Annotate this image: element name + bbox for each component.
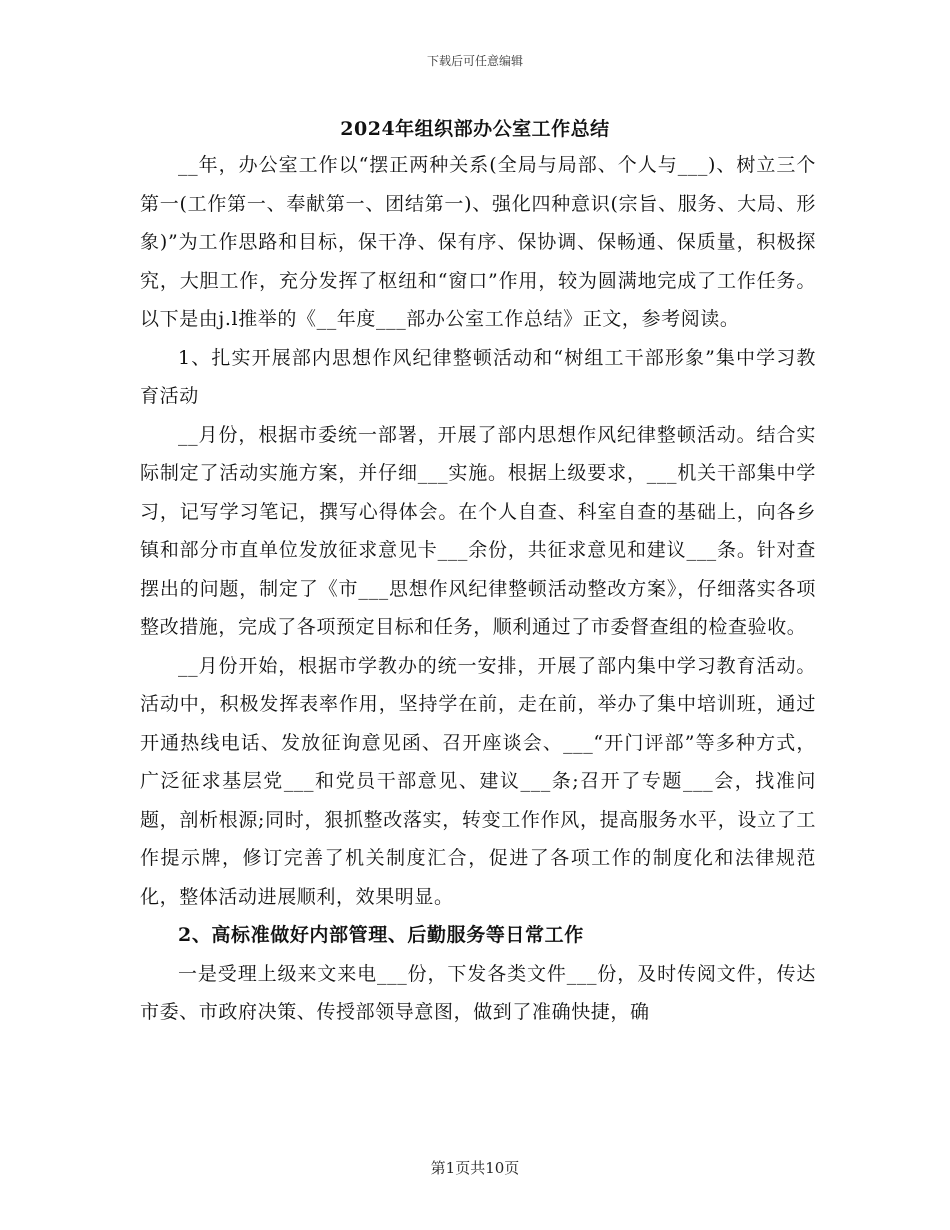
paragraph-daily-work: 一是受理上级来文来电___份，下发各类文件___份，及时传阅文件，传达市委、市政府决策、传授部领导意图，做到了准确快捷，确 — [140, 962, 816, 1023]
paragraph-rectification: __月份，根据市委统一部署，开展了部内思想作风纪律整顿活动。结合实际制定了活动实施方案，并仔细___实施。根据上级要求，___机关干部集中学习，记写学习笔记，撰写心得体会。在个人自查、科室自查的基础上，向各乡镇和部分市直单位发放征求意见卡___余份，共征求意见和建议___条。针对查摆出的问题，制定了《市___思想作风纪律整顿活动整改方案》，仔细落实各项整改措施，完成了各项预定目标和任务，顺利通过了市委督查组的检查验收。 — [140, 423, 816, 638]
paragraph-intro: __年，办公室工作以“摆正两种关系(全局与局部、个人与___)、树立三个第一(工作第一、奉献第一、团结第一)、强化四种意识(宗旨、服务、大局、形象)”为工作思路和目标，保干净、保有序、保协调、保畅通、保质量，积极探究，大胆工作，充分发挥了枢纽和“窗口”作用，较为圆满地完成了工作任务。以下是由j.l推举的《__年度___部办公室工作总结》正文，参考阅读。 — [140, 154, 816, 330]
paragraph-education: __月份开始，根据市学教办的统一安排，开展了部内集中学习教育活动。活动中，积极发挥表率作用，坚持学在前，走在前，举办了集中培训班，通过开通热线电话、发放征询意见函、召开座谈会、___“开门评部”等多种方式，广泛征求基层党___和党员干部意见、建议___条;召开了专题___会，找准问题，剖析根源;同时，狠抓整改落实，转变工作作风，提高服务水平，设立了工作提示牌，修订完善了机关制度汇合，促进了各项工作的制度化和法律规范化，整体活动进展顺利，效果明显。 — [140, 654, 816, 908]
document-title: 2024年组织部办公室工作总结 — [340, 118, 610, 140]
page-number: 第1页共10页 — [430, 1159, 520, 1177]
section-heading-2: 2、高标准做好内部管理、后勤服务等日常工作 — [178, 924, 584, 946]
section-heading-1: 1、扎实开展部内思想作风纪律整顿活动和“树组工干部形象”集中学习教育活动 — [140, 346, 816, 407]
document-body — [140, 146, 816, 1032]
page-header-note: 下载后可任意编辑 — [426, 54, 523, 68]
